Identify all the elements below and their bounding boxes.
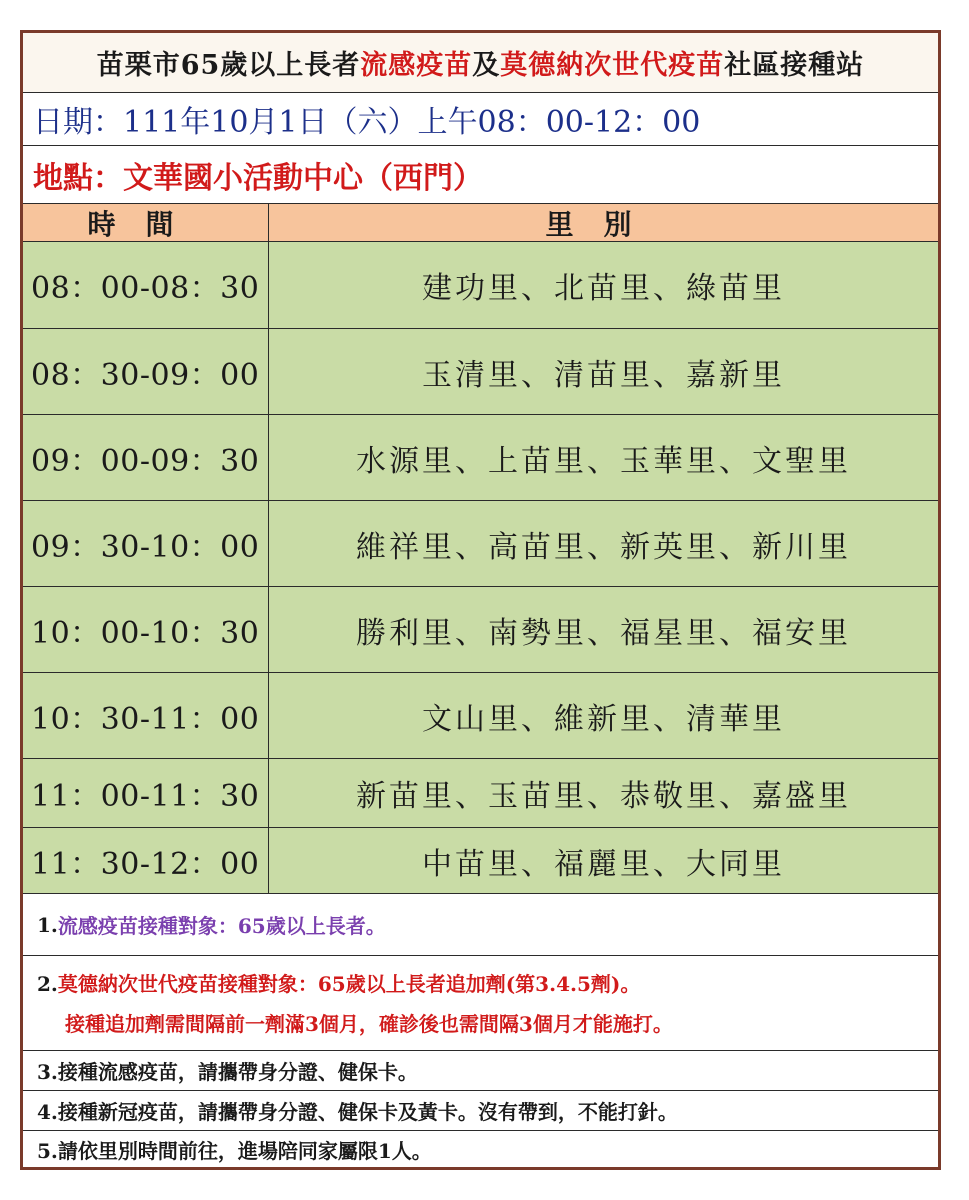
- header-village: 里別: [545, 207, 662, 241]
- village-cell: 中苗里、福麗里、大同里: [422, 846, 785, 882]
- place-line: 地點：文華國小活動中心（西門）: [23, 146, 938, 204]
- title-part-1: 苗栗市65歲以上長者: [96, 50, 361, 81]
- table-header: [23, 204, 938, 242]
- table-row: [23, 828, 938, 894]
- time-cell: 11：00-11：30: [23, 759, 269, 827]
- time-cell: 11：30-12：00: [23, 828, 269, 893]
- village-cell: 新苗里、玉苗里、恭敬里、嘉盛里: [356, 779, 851, 814]
- note-3: 3.接種流感疫苗，請攜帶身分證、健保卡。: [23, 1051, 938, 1091]
- table-row: [23, 242, 938, 329]
- note-2-line-1: 莫德納次世代疫苗接種對象：65歲以上長者追加劑(第3.4.5劑)。: [57, 972, 641, 996]
- village-cell: 建功里、北苗里、綠苗里: [422, 271, 785, 306]
- time-cell: 10：30-11：00: [23, 673, 269, 758]
- note-2: [23, 956, 938, 1051]
- time-cell: 08：00-08：30: [23, 242, 269, 328]
- note-5: 5.請依里別時間前往，進場陪同家屬限1人。: [37, 1138, 432, 1163]
- table-row: [23, 759, 938, 828]
- village-cell: 文山里、維新里、清華里: [422, 701, 785, 737]
- title-moderna-vaccine: 莫德納次世代疫苗: [500, 50, 725, 81]
- time-cell: 09：30-10：00: [23, 501, 269, 586]
- title-part-5: 社區接種站: [724, 50, 865, 81]
- header-time: 時間: [23, 204, 269, 241]
- table-row: [23, 415, 938, 501]
- time-cell: 09：00-09：30: [23, 415, 269, 500]
- table-row: [23, 587, 938, 673]
- page-title: [23, 33, 938, 93]
- title-flu-vaccine: 流感疫苗: [360, 50, 473, 81]
- table-row: [23, 501, 938, 587]
- table-row: [23, 329, 938, 415]
- date-line: 日期：111年10月1日（六）上午08：00-12：00: [23, 93, 938, 146]
- time-cell: 08：30-09：00: [23, 329, 269, 414]
- note-2-number: 2.: [37, 972, 58, 996]
- time-cell: 10：00-10：30: [23, 587, 269, 672]
- note-1-text: 流感疫苗接種對象：65歲以上長者。: [57, 914, 386, 938]
- village-cell: 玉清里、清苗里、嘉新里: [422, 357, 785, 393]
- village-cell: 勝利里、南勢里、福星里、福安里: [356, 615, 851, 651]
- notice-frame: [20, 30, 941, 1170]
- note-1: [23, 894, 938, 956]
- note-2-line-2: 接種追加劑需間隔前一劑滿3個月，確診後也需間隔3個月才能施打。: [65, 1012, 673, 1036]
- note-1-number: 1.: [37, 912, 58, 937]
- note-4: 4.接種新冠疫苗，請攜帶身分證、健保卡及黃卡。沒有帶到，不能打針。: [23, 1091, 938, 1131]
- village-cell: 維祥里、高苗里、新英里、新川里: [356, 529, 851, 565]
- title-part-3: 及: [472, 50, 501, 81]
- table-row: [23, 673, 938, 759]
- village-cell: 水源里、上苗里、玉華里、文聖里: [356, 443, 851, 479]
